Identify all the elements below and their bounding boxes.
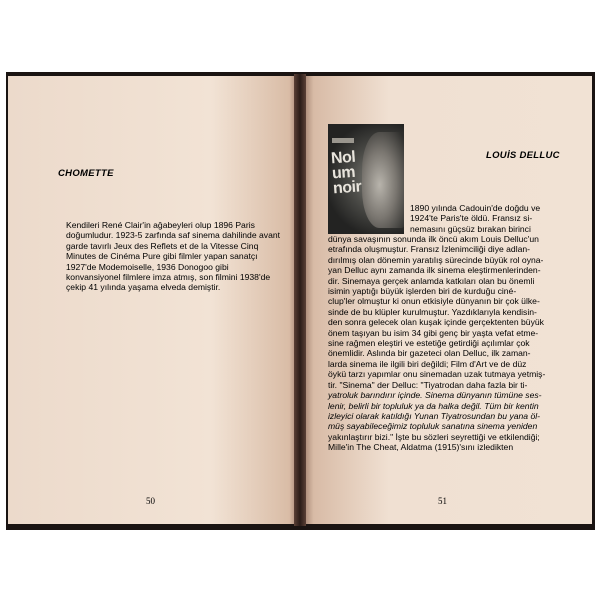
right-page-intro <box>410 203 582 234</box>
left-page-heading: CHOMETTE <box>58 168 114 179</box>
left-page <box>8 76 298 524</box>
text-line: tir. "Sinema" der Delluc: "Tiyatrodan daha fazla bir ti- <box>328 379 528 390</box>
text-line: sine rağmen eleştiri ve estetiğe getirdiği açılımlar çok <box>328 338 530 349</box>
text-line: yakınlaştırır bizi." İşte bu sözleri seyrettiği ve etkilendiği; <box>328 431 540 442</box>
book-cover-photo <box>328 124 404 234</box>
text-line: dırılmış olan dönemin yaratılış sürecinde büyük rol oyna- <box>328 254 544 265</box>
text-line: Kendileri René Clair'in ağabeyleri olup 1896 Paris <box>66 220 255 230</box>
text-line: doğumludur. 1923-5 zarfında saf sinema dahilinde avant <box>66 230 281 241</box>
text-line: clup'ler olmuştur ki onun etkisiyle dünyanın bir çok ülke- <box>328 296 540 307</box>
text-line: dir. Sinemaya gerçek anlamda katkıları olan bu önemli <box>328 275 535 286</box>
text-line: nemasını güçsüz bırakan birinci <box>410 223 531 234</box>
text-line: Minutes de Cinéma Pure gibi filmler yapan sanatçı <box>66 251 258 262</box>
text-line: izleyici olarak katıldığı Yunan Tiyatrosundan bu yana öl- <box>328 410 541 421</box>
text-line: 1890 yılında Cadouin'de doğdu ve <box>410 203 541 213</box>
text-line: larda sinema ile ilgili biri değildi; Film d'Art ve de düz <box>328 358 527 369</box>
left-page-number: 50 <box>146 496 155 506</box>
text-line: öykü tarzı yapımlar onu sinemadan uzak tutmaya yetmiş- <box>328 369 546 380</box>
text-line: çekip 41 yılında yaşama elveda demiştir. <box>66 282 221 293</box>
right-page-paragraph <box>328 234 582 453</box>
text-line: 1924'te Paris'te öldü. Fransız si- <box>410 213 533 224</box>
text-line: yatroluk barındırır içinde. Sinema dünyanın tümüne ses- <box>328 390 542 401</box>
text-line: den sonra gelecek olan kuşak içinde gerçektenten büyük <box>328 317 544 328</box>
text-line: önem taşıyan bu isim 34 gibi genç bir yaşta vefat etme- <box>328 327 539 338</box>
text-line: müş sayabileceğimiz topluluk sanatına sinema yeniden <box>328 421 538 432</box>
text-line: isimin yaptığı büyük işlerden biri de kurduğu ciné- <box>328 286 517 297</box>
text-line: Mille'in The Cheat, Aldatma (1915)'sını izledikten <box>328 442 514 453</box>
right-page-number: 51 <box>438 496 447 506</box>
cover-caption-bar <box>332 138 354 143</box>
text-line: konvansiyonel filmlere imza atmış, son filmini 1938'de <box>66 272 271 283</box>
left-page-paragraph <box>66 220 282 293</box>
text-line: yan Delluc aynı zamanda ilk sinema eleştirmenlerinden- <box>328 265 541 276</box>
text-line: önemlidir. Aslında bir gazeteci olan Delluc, ilk zaman- <box>328 348 531 359</box>
text-line: garde tavırlı Jeux des Reflets et de la Vitesse Cinq <box>66 240 259 251</box>
text-line: etrafında oluşmuştur. Fransız İzlenimciliği diye adlan- <box>328 244 531 255</box>
text-line: lenir, belirli bir topluluk ya da halka değil. Tüm bir kentin <box>328 400 539 411</box>
right-page-heading: LOUİS DELLUC <box>486 150 560 161</box>
text-line: dünya savaşının sonunda ilk öncü akım Louis Delluc'un <box>328 234 539 244</box>
text-line: sinde de bu klüpler kurulmuştur. Yazdıklarıyla kendisin- <box>328 306 537 317</box>
text-line: 1927'de Modemoiselle, 1936 Donogoo gibi <box>66 261 229 272</box>
book-gutter <box>294 74 306 526</box>
cover-title: Nol um noir <box>330 148 362 198</box>
